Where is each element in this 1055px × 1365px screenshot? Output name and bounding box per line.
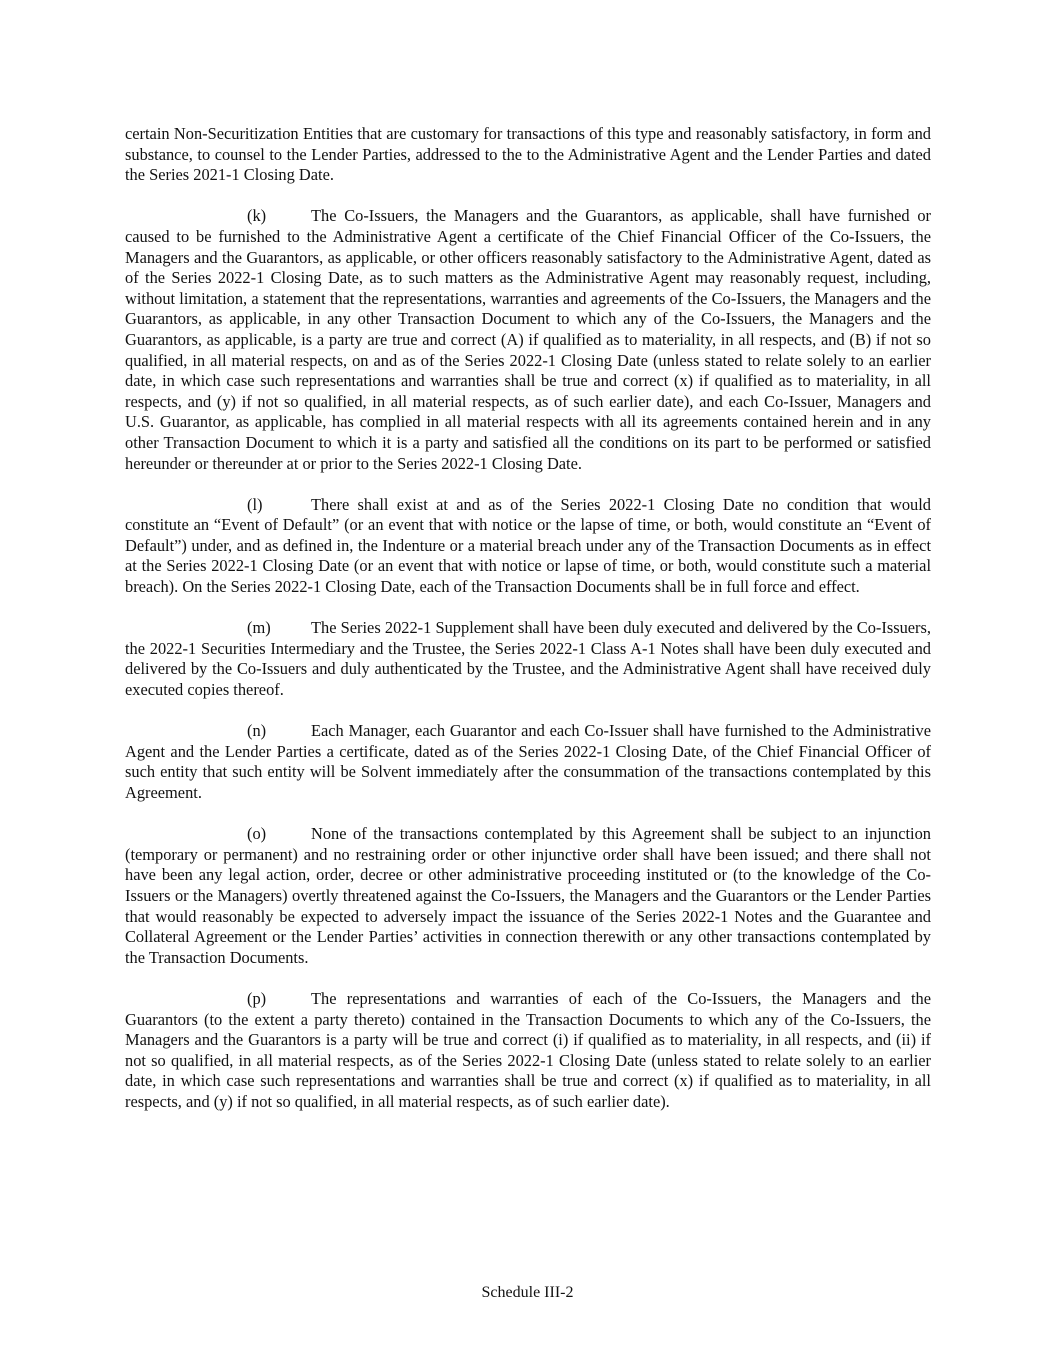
paragraph-label: (p) [247,988,267,1008]
paragraph-k [125,206,931,474]
paragraph-m [125,618,931,700]
document-body [125,124,931,1133]
paragraph-text: The representations and warranties of each of the Co-Issuers, the Managers and the Guarantors (to the extent a party thereto) contained in the Transaction Documents to which any of the Co-Issuers, the Managers and the Guarantors is a party will be true and correct (i) if qualified as to materiality, in all respects, and (ii) if not so qualified, in all material respects, as of the Series 2022-1 Closing Date (unless stated to relate solely to an earlier date, in which case such representations and warranties shall be true and correct (x) if qualified as to materiality, in all respects, and (y) if not so qualified, in all material respects, as of such earlier date). [125,988,931,1111]
paragraph-text: The Co-Issuers, the Managers and the Guarantors, as applicable, shall have furnished or caused to be furnished to the Administrative Agent a certificate of the Chief Financial Officer of the Co-Issuers, the Managers and the Guarantors, as applicable, or other officers reasonably satisfactory to the Administrative Agent, dated as of the Series 2022-1 Closing Date, as to such matters as the Administrative Agent may reasonably request, including, without limitation, a statement that the representations, warranties and agreements of the Co-Issuers, the Managers and the Guarantors, as applicable, in any other Transaction Document to which any of the Co-Issuers, the Managers and the Guarantors, as applicable, is a party are true and correct (A) if qualified as to materiality, in all respects, and (B) if not so qualified, in all material respects, on and as of the Series 2022-1 Closing Date (unless stated to relate solely to an earlier date, in which case such representations and warranties shall be true and correct (x) if qualified as to materiality, in all respects, and (y) if not so qualified, in all material respects, as of such earlier date), and each Co-Issuer, Managers and U.S. Guarantor, as applicable, has complied in all material respects with all its agreements contained herein and in any other Transaction Document to which it is a party and satisfied all the conditions on its part to be performed or satisfied hereunder or thereunder at or prior to the Series 2022-1 Closing Date. [125,206,931,473]
paragraph-label: (n) [247,721,267,741]
paragraph-n [125,721,931,803]
paragraph-text: Each Manager, each Guarantor and each Co-Issuer shall have furnished to the Administrative Agent and the Lender Parties a certificate, dated as of the Series 2022-1 Closing Date, of the Chief Financial Officer of such entity that such entity will be Solvent immediately after the consummation of the transactions contemplated by this Agreement. [125,721,931,802]
paragraph-p [125,989,931,1113]
page-footer: Schedule III-2 [481,1284,574,1301]
paragraph-label: (m) [247,618,271,638]
paragraph-text: There shall exist at and as of the Series 2022-1 Closing Date no condition that would constitute an “Event of Default” (or an event that with notice or the lapse of time, or both, would constitute an “Event of Default”) under, and as defined in, the Indenture or a material breach under any of the Transaction Documents as in effect at the Series 2022-1 Closing Date (or an event that with notice or lapse of time, or both, would constitute such a material breach). On the Series 2022-1 Closing Date, each of the Transaction Documents shall be in full force and effect. [125,494,931,597]
paragraph-label: (o) [247,824,267,844]
paragraph-o [125,824,931,968]
paragraph-l [125,495,931,598]
paragraph-label: (k) [247,206,267,226]
paragraph-label: (l) [247,494,263,514]
paragraph-text: None of the transactions contemplated by this Agreement shall be subject to an injunction (temporary or permanent) and no restraining order or other injunctive order shall have been issued; and there shall not have been any legal action, order, decree or other administrative proceeding instituted or (to the knowledge of the Co-Issuers or the Managers) overtly threatened against the Co-Issuers, the Managers and the Guarantors or the Lender Parties that would reasonably be expected to adversely impact the issuance of the Series 2022-1 Notes and the Guarantee and Collateral Agreement or the Lender Parties’ activities in connection therewith or any other transactions contemplated by the Transaction Documents. [125,824,931,967]
continuation-paragraph: certain Non-Securitization Entities that are customary for transactions of this type and reasonably satisfactory, in form and substance, to counsel to the Lender Parties, addressed to the to the Administrative Agent and the Lender Parties and dated the Series 2021-1 Closing Date. [125,124,931,185]
paragraph-text: The Series 2022-1 Supplement shall have been duly executed and delivered by the Co-Issuers, the 2022-1 Securities Intermediary and the Trustee, the Series 2022-1 Class A-1 Notes shall have been duly executed and delivered by the Co-Issuers and duly authenticated by the Trustee, and the Administrative Agent shall have received duly executed copies thereof. [125,618,931,700]
